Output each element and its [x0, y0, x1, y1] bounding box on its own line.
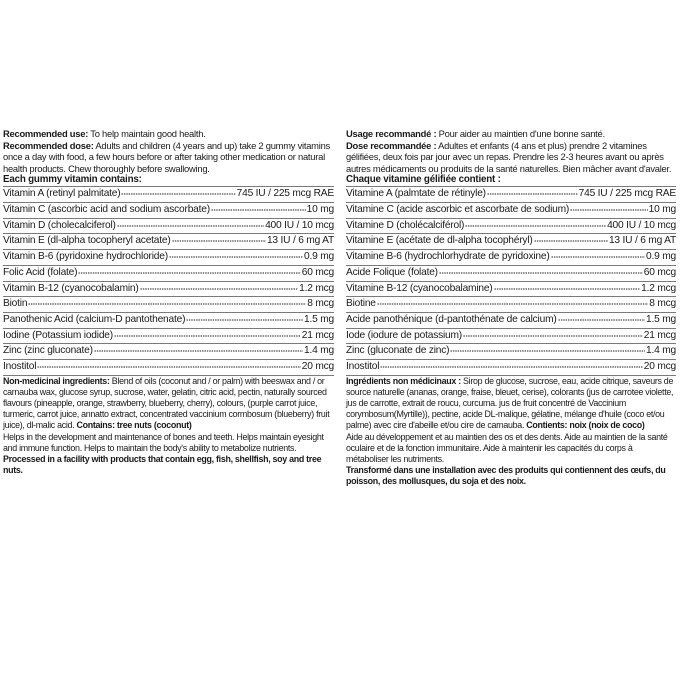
health-claims: Helps in the development and maintenance of bones and teeth. Helps maintain eyesight and immune function. Helps to maintain the body's ability to metabolize nutrients. [3, 431, 324, 453]
nutrient-name: Vitamine A (palmtate de rétinyle) [346, 188, 486, 200]
nutrient-row [3, 343, 334, 359]
nutrient-name: Iode (iodure de potassium) [346, 329, 462, 341]
nutrient-row [346, 281, 676, 297]
recommended-use [346, 128, 676, 140]
nutrient-amount: 1.4 mg [304, 345, 334, 357]
nutrient-amount: 10 mg [306, 204, 334, 216]
nutrient-name: Biotine [346, 298, 376, 310]
nutrient-name: Acide panothénique (d-pantothénate de calcium) [346, 313, 557, 325]
nutrient-row [3, 186, 334, 202]
dot-leader [172, 234, 266, 243]
recommended-use-label: Recommended use: [3, 128, 89, 139]
contains-heading: Chaque vitamine gélifiée contient : [346, 174, 501, 186]
dot-leader [186, 313, 303, 322]
nutrient-row [346, 265, 676, 281]
nutrient-amount: 1.5 mg [646, 313, 676, 325]
nutrient-amount: 21 mcg [301, 329, 334, 341]
dot-leader [487, 187, 578, 196]
nutrient-name: Vitamine E (acétate de dl-alpha tocophéryl) [346, 235, 533, 247]
nutrient-amount: 8 mcg [307, 298, 334, 310]
dot-leader [117, 219, 264, 228]
nutrient-amount: 20 mcg [643, 360, 676, 372]
dot-leader [94, 344, 303, 353]
dot-leader [114, 329, 301, 338]
nutrient-amount: 1.2 mcg [299, 282, 334, 294]
nutrient-name: Acide Folique (folate) [346, 266, 438, 278]
recommended-dose [346, 140, 676, 175]
nutrient-name: Biotin [3, 298, 28, 310]
dot-leader [380, 360, 642, 369]
nutrient-name: Inostitol [346, 360, 380, 372]
nutrient-amount: 745 IU / 225 mcg RAE [236, 188, 334, 200]
nutrient-amount: 0.9 mg [646, 251, 676, 263]
nutrient-name: Zinc (gluconate de zinc) [346, 345, 450, 357]
nutrient-amount: 13 IU / 6 mg AT [608, 235, 676, 247]
dot-leader [450, 344, 645, 353]
non-medicinal-ingredients-text: Blend of oils (coconut and / or palm) with beeswax and / or carnauba wax, glucose syrup, sucrose, water, gelatin, citric acid, pectin, naturally sourced flavours (pineapple, orange, strawberry, blueberry, cherry), colours, (purple carrot juice, turmeric, carrot juice, annatto extract, concentrated vaccinium cormbosum (blueberry) fruit juice), dl-malic acid. [3, 375, 330, 431]
nutrient-amount: 1.4 mg [646, 345, 676, 357]
dot-leader [37, 360, 300, 369]
nutrient-amount: 21 mcg [643, 329, 676, 341]
nutrient-name: Vitamin B-6 (pyridoxine hydrochloride) [3, 251, 168, 263]
nutrient-row [346, 202, 676, 218]
recommended-dose-label: Dose recommandée : [346, 139, 437, 151]
health-claims: Aide au développement et au maintien des os et des dents. Aide au maintien de la santé oculaire et de la fonction immunitaire. Aide à maintenir les capacités du corps à métaboliser les nutriments. [346, 431, 668, 465]
nutrient-name: Vitamine B-6 (hydrochlorhydrate de pyridoxine) [346, 251, 550, 263]
recommended-dose-text: Adultes et enfants (4 ans et plus) prendre 2 vitamines gélifiées, deux fois par jour avec un repas. Prendre les 2-3 heures avant ou après autres médicaments ou produits de la santé naturelles. Bien mâcher avant d'avaler. [346, 139, 672, 174]
nutrient-name: Vitamin D (cholecalciferol) [3, 219, 116, 231]
dot-leader [78, 266, 300, 275]
dot-leader [28, 297, 306, 306]
nutrient-name: Vitamine C (acide ascorbic et ascorbate de sodium) [346, 204, 570, 216]
recommended-dose [3, 140, 334, 175]
contains-heading: Each gummy vitamin contains: [3, 174, 142, 186]
nutrient-row [3, 265, 334, 281]
nutrient-row [3, 202, 334, 218]
nutrient-row [3, 249, 334, 265]
nutrient-amount: 0.9 mg [304, 251, 334, 263]
nutrient-row [346, 218, 676, 234]
nutrient-row [346, 312, 676, 328]
facility-statement: Transformé dans une installation avec des produits qui contiennent des œufs, du poisson, des mollusques, du soja et des noix. [346, 465, 666, 487]
nutrient-row [346, 296, 676, 312]
nutrient-row [3, 233, 334, 249]
nutrient-name: Vitamin C (ascorbic acid and sodium ascorbate) [3, 204, 210, 216]
non-medicinal-ingredients-label: Non-medicinal ingredients: [3, 375, 110, 386]
nutrient-amount: 13 IU / 6 mg AT [266, 235, 334, 247]
recommended-use-text: To help maintain good health. [88, 128, 206, 139]
dot-leader [570, 203, 648, 212]
nutrient-row [346, 343, 676, 359]
allergen-statement: Contients: noix (noix de coco) [526, 420, 645, 431]
nutrient-list [346, 186, 676, 375]
english-column [3, 128, 334, 476]
nutrient-name: Zinc (zinc gluconate) [3, 345, 93, 357]
nutrient-row [346, 249, 676, 265]
recommended-use-label: Usage recommandé : [346, 128, 437, 139]
dot-leader [169, 250, 303, 259]
french-column [346, 128, 676, 488]
non-medicinal-ingredients-label: Ingrédients non médicinaux : [346, 375, 461, 386]
dot-leader [558, 313, 645, 322]
nutrient-amount: 400 IU / 10 mcg [265, 219, 334, 231]
nutrient-name: Vitamine B-12 (cyanocobalamine) [346, 282, 493, 294]
nutrient-row [346, 359, 676, 376]
nutrient-amount: 8 mcg [649, 298, 676, 310]
nutrient-name: Folic Acid (folate) [3, 266, 78, 278]
nutrient-row [346, 328, 676, 344]
facility-statement: Processed in a facility with products that contain egg, fish, shellfish, soy and tree nuts. [3, 454, 322, 476]
dot-leader [494, 282, 641, 291]
recommended-dose-text: Adults and children (4 years and up) take 2 gummy vitamins once a day with food, a few hours before or after taking other medication or natural health products. Chew thoroughly before swallowing. [3, 139, 330, 174]
nutrient-name: Inostitol [3, 360, 37, 372]
nutrient-amount: 20 mcg [301, 360, 334, 372]
non-medicinal-ingredients [3, 376, 334, 432]
recommended-dose-label: Recommended dose: [3, 139, 94, 151]
nutrient-row [3, 281, 334, 297]
dot-leader [121, 187, 235, 196]
nutrient-name: Vitamin B-12 (cyanocobalamin) [3, 282, 139, 294]
non-medicinal-ingredients [346, 376, 676, 432]
nutrient-row [3, 218, 334, 234]
dot-leader [439, 266, 643, 275]
nutrient-amount: 400 IU / 10 mcg [607, 219, 676, 231]
dot-leader [377, 297, 649, 306]
dot-leader [211, 203, 306, 212]
allergen-statement: Contains: tree nuts (coconut) [76, 420, 192, 431]
dot-leader [551, 250, 646, 259]
dot-leader [465, 219, 606, 228]
nutrient-name: Vitamin E (dl-alpha tocopheryl acetate) [3, 235, 171, 247]
dot-leader [140, 282, 299, 291]
nutrient-row [346, 233, 676, 249]
nutrient-amount: 1.5 mg [304, 313, 334, 325]
nutrient-amount: 745 IU / 225 mcg RAE [578, 188, 676, 200]
nutrient-amount: 60 mcg [301, 266, 334, 278]
nutrient-row [3, 328, 334, 344]
dot-leader [534, 234, 608, 243]
recommended-use [3, 128, 334, 140]
dot-leader [463, 329, 643, 338]
nutrient-name: Vitamin A (retinyl palmitate) [3, 188, 121, 200]
nutrient-row [346, 186, 676, 202]
nutrient-name: Vitamine D (cholécalciférol) [346, 219, 465, 231]
nutrient-name: Panothenic Acid (calcium-D pantothenate) [3, 313, 186, 325]
recommended-use-text: Pour aider au maintien d'une bonne santé. [436, 128, 605, 139]
nutrient-amount: 10 mg [648, 204, 676, 216]
non-medicinal-ingredients-text: Sirop de glucose, sucrose, eau, acide citrique, saveurs de source naturelle (ananas, orange, fraise, bleuet, cerise), colorants (jus de carrotee violette, jus de carrotte, extrait de roucu, curcuma. jus de fruit concentré de Vaccinium corymbosum(Myrtille)), pectine, acide DL-malique, gélatine, mélange d'huile (coco et/ou palme) avec cire d'abeille et/ou cire de carnauba. [346, 375, 674, 431]
nutrient-row [3, 359, 334, 376]
nutrient-row [3, 296, 334, 312]
nutrient-amount: 1.2 mcg [641, 282, 676, 294]
nutrient-list [3, 186, 334, 375]
nutrient-row [3, 312, 334, 328]
nutrient-amount: 60 mcg [643, 266, 676, 278]
nutrient-name: Iodine (Potassium iodide) [3, 329, 113, 341]
